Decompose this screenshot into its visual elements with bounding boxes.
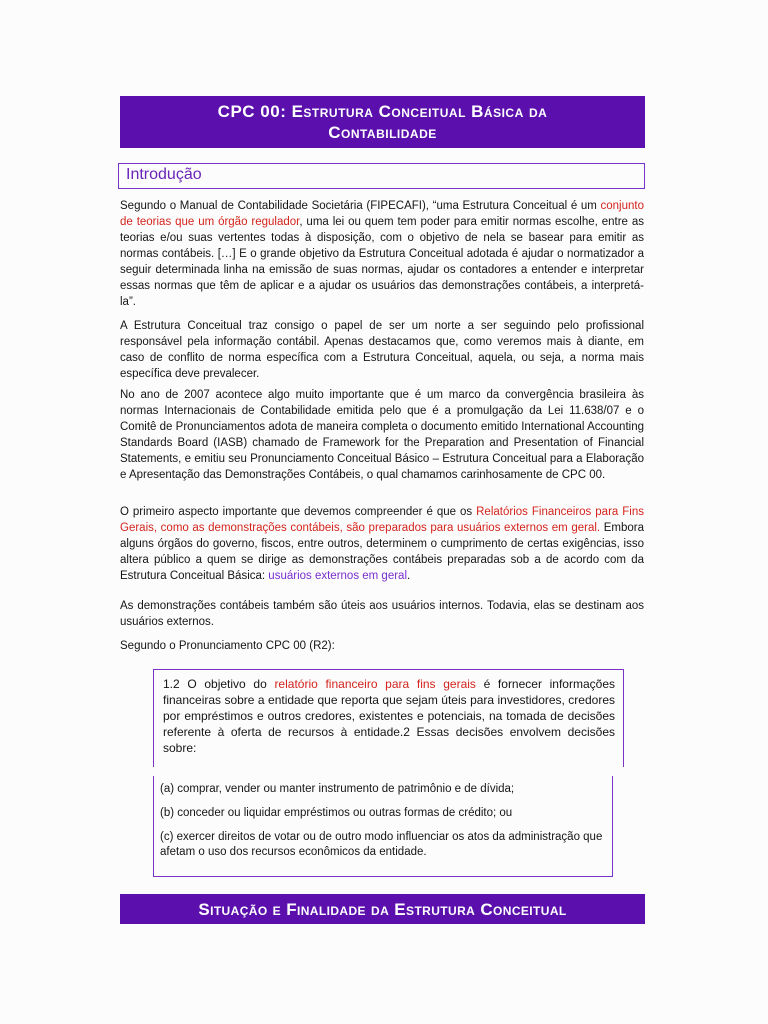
page-title-line-1: CPC 00: Estrutura Conceitual Básica da: [217, 102, 548, 121]
quote-text-a: 1.2 O objetivo do: [163, 677, 275, 691]
paragraph-6: Segundo o Pronunciamento CPC 00 (R2):: [120, 640, 335, 652]
paragraph-1-highlight: conjunto de teorias que um órgão regulador: [120, 200, 644, 228]
paragraph-4-purple-highlight: usuários externos em geral: [268, 570, 408, 582]
list-item-c: (c) exercer direitos de votar ou de outro modo influenciar os atos da administração que afetam o uso dos recursos econômicos da entidade.: [160, 831, 603, 858]
quote-box: [153, 669, 624, 767]
paragraph-4-highlight: Relatórios Financeiros para Fins Gerais, como as demonstrações contábeis, são preparados para usuários externos em geral.: [120, 506, 644, 534]
paragraph-4-text-c: .: [407, 570, 411, 582]
list-item-b: (b) conceder ou liquidar empréstimos ou outras formas de crédito; ou: [160, 807, 513, 819]
quote-text-b: é fornecer informações financeiras sobre a entidade que reporta que sejam úteis para investidores, credores por empréstimos e outros credores, existentes e potenciais, na tomada de decisões referente à oferta de recursos à entidade.2 Essas decisões envolvem decisões sobre:: [163, 677, 615, 755]
paragraph-1-text-a: Segundo o Manual de Contabilidade Societária (FIPECAFI), “uma Estrutura Conceitual é um: [120, 200, 601, 212]
paragraph-4-text-a: O primeiro aspecto importante que devemos compreender é que os: [120, 506, 477, 518]
paragraph-4: [120, 504, 644, 584]
paragraph-2: A Estrutura Conceitual traz consigo o papel de ser um norte a ser seguindo pelo profissional responsável pela informação contábil. Apenas destacamos que, como veremos mais à diante, em caso de conflito de norma específica com a Estrutura Conceitual, aquela, ou seja, a norma mais específica deve prevalecer.: [120, 320, 644, 380]
paragraph-3: No ano de 2007 acontece algo muito importante que é um marco da convergência brasileira às normas Internacionais de Contabilidade emitida pelo que é a promulgação da Lei 11.638/07 e o Comitê de Pronunciamentos adota de maneira completa o documento emitido International Accounting Standards Board (IASB) chamado de Framework for the Preparation and Presentation of Financial Statements, e emitiu seu Pronunciamento Conceitual Básico – Estrutura Conceitual para a Elaboração e Apresentação das Demonstrações Contábeis, o qual chamamos carinhosamente de CPC 00.: [120, 389, 644, 481]
quote-highlight: relatório financeiro para fins gerais: [274, 677, 476, 691]
paragraph-1-text-b: , uma lei ou quem tem poder para emitir normas escolhe, entre as teorias e/ou suas vertentes todas à disposição, com o objetivo de nela se basear para emitir as normas contábeis. […] E o grande objetivo da Estrutura Conceitual adotada é ajudar o normatizador a seguir determinada linha na emissão de suas normas, ajudar os contadores a entender e interpretar essas normas que têm de aplicar e a ajudar os usuários das demonstrações contábeis, a interpretá-la”.: [120, 216, 644, 308]
page-title-line-2: Contabilidade: [328, 123, 437, 142]
section-title-banner: Situação e Finalidade da Estrutura Conceitual: [120, 894, 645, 924]
paragraph-4-text-b: Embora alguns órgãos do governo, fiscos, entre outros, determinem o cumprimento de certas exigências, isso altera público a quem se dirige as demonstrações contábeis preparadas sob a de acordo com da Estrutura Conceitual Básica:: [120, 522, 644, 582]
section-heading-introducao: Introdução: [118, 163, 645, 189]
paragraph-5: As demonstrações contábeis também são úteis aos usuários internos. Todavia, elas se destinam aos usuários externos.: [120, 600, 644, 628]
list-item-a: (a) comprar, vender ou manter instrumento de patrimônio e de dívida;: [160, 783, 515, 795]
paragraph-1: [120, 198, 644, 310]
decisions-list: [153, 776, 613, 877]
page-title-banner: [120, 96, 645, 148]
